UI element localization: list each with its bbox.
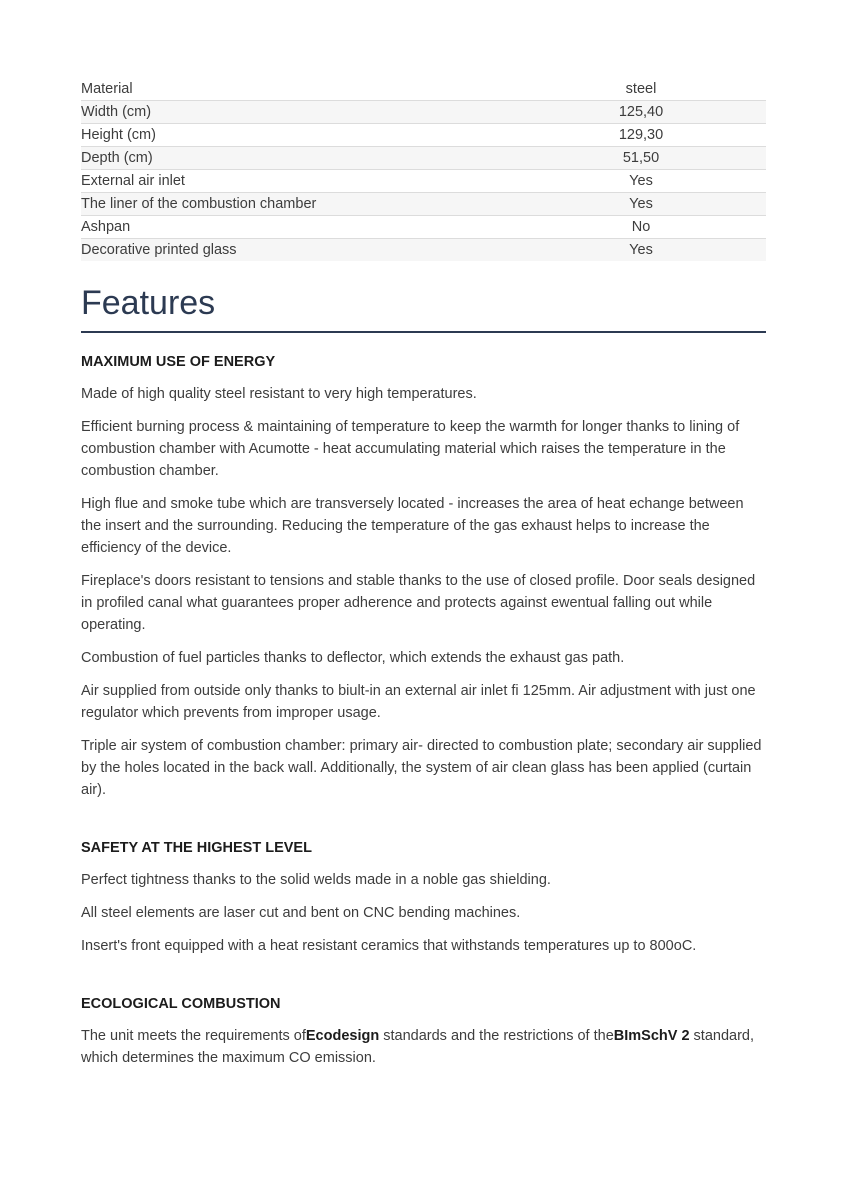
spec-label: Width (cm) [81,101,541,124]
spec-label: External air inlet [81,170,541,193]
paragraph-text: standards and the restrictions of the [379,1028,614,1044]
paragraph: Perfect tightness thanks to the solid welds made in a noble gas shielding. [81,872,551,888]
section-ecology [81,994,766,1069]
paragraph: Fireplace's doors resistant to tensions and stable thanks to the use of closed profile. Door seals designed in profiled canal what guarantees proper adherence and protects against ewentual falling out while operating. [81,573,756,633]
paragraph: Insert's front equipped with a heat resistant ceramics that withstands temperatures up to 800oC. [81,938,697,954]
ecodesign-term: Ecodesign [305,1028,380,1044]
spec-value: Yes [541,170,766,193]
spec-value: 129,30 [541,124,766,147]
section-heading: SAFETY AT THE HIGHEST LEVEL [81,840,312,856]
section-safety [81,838,766,957]
section-heading: MAXIMUM USE OF ENERGY [81,354,276,370]
section-energy [81,352,766,801]
paragraph: Triple air system of combustion chamber: primary air- directed to combustion plate; secondary air supplied by the holes located in the back wall. Additionally, the system of air clean glass has been applied (curtain air). [81,738,762,798]
paragraph: Combustion of fuel particles thanks to deflector, which extends the exhaust gas path. [81,650,625,666]
spec-value: Yes [541,239,766,262]
table-row [81,170,766,193]
bimschv-term: BImSchV 2 [613,1028,690,1044]
spec-label: Height (cm) [81,124,541,147]
paragraph: Made of high quality steel resistant to very high temperatures. [81,386,477,402]
paragraph: Air supplied from outside only thanks to biult-in an external air inlet fi 125mm. Air adjustment with just one regulator which prevents from improper usage. [81,683,756,721]
table-row [81,147,766,170]
table-row [81,216,766,239]
table-row [81,124,766,147]
spec-label: The liner of the combustion chamber [81,193,541,216]
spec-value: 125,40 [541,101,766,124]
spec-label: Material [81,78,541,101]
table-row [81,239,766,262]
specifications-table [81,78,766,261]
spec-value: steel [541,78,766,101]
paragraph: High flue and smoke tube which are transversely located - increases the area of heat echange between the insert and the surrounding. Reducing the temperature of the gas exhaust helps to increase the efficiency of the device. [81,496,744,556]
table-row [81,101,766,124]
paragraph-text: The unit meets the requirements of [81,1028,306,1044]
section-heading: ECOLOGICAL COMBUSTION [81,996,281,1012]
paragraph-text: standard, which determines the maximum CO emission. [81,1028,755,1066]
spec-label: Decorative printed glass [81,239,541,262]
spec-value: No [541,216,766,239]
table-row [81,78,766,101]
paragraph [81,1025,766,1069]
spec-value: 51,50 [541,147,766,170]
paragraph: All steel elements are laser cut and bent on CNC bending machines. [81,905,521,921]
document-page [81,78,766,1069]
spec-value: Yes [541,193,766,216]
table-row [81,193,766,216]
features-title: Features [81,283,766,333]
paragraph: Efficient burning process & maintaining of temperature to keep the warmth for longer thanks to lining of combustion chamber with Acumotte - heat accumulating material which raises the temperature in the combustion chamber. [81,419,740,479]
spec-label: Depth (cm) [81,147,541,170]
spec-label: Ashpan [81,216,541,239]
